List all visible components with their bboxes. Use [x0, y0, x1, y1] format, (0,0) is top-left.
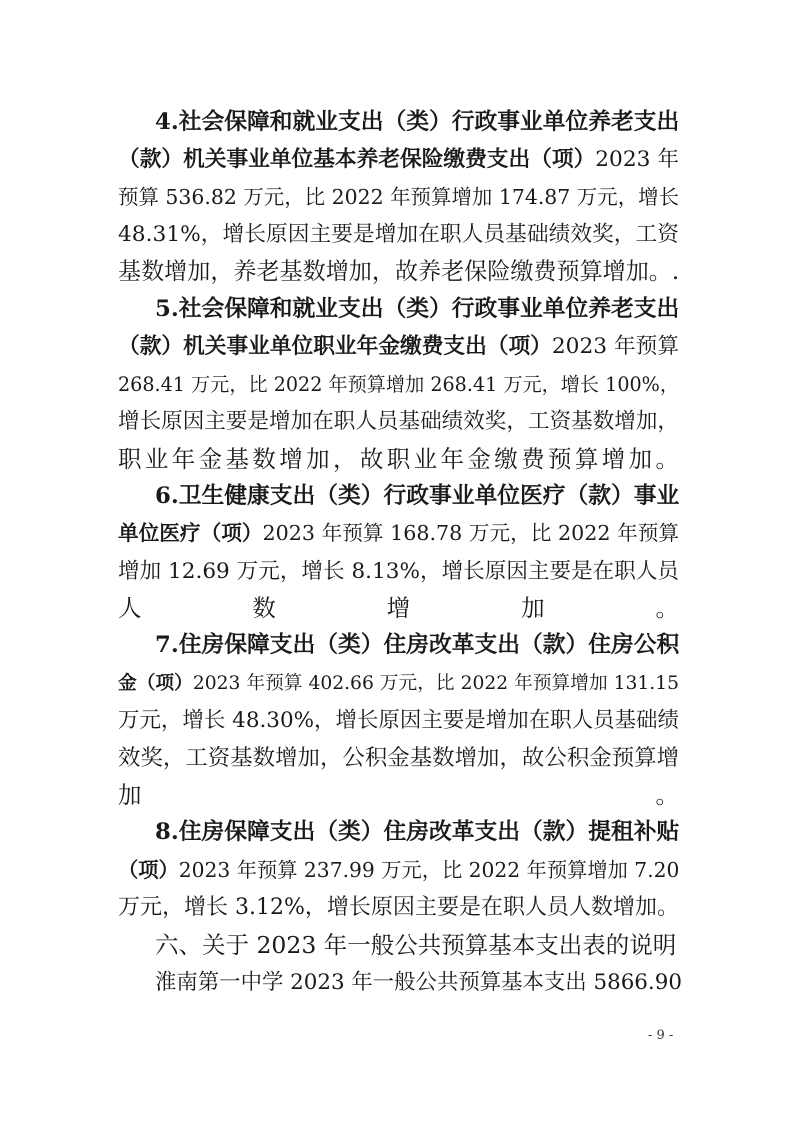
- text-line: [118, 403, 679, 440]
- text-line: [118, 104, 679, 141]
- paragraph: [118, 964, 682, 1001]
- bold-text: 金（项）: [118, 671, 193, 694]
- body-text: 268.41 万元，比 2022 年预算增加 268.41 万元，增长 100%，: [118, 372, 679, 396]
- page-number: - 9 -: [648, 1028, 674, 1043]
- body-text: 万元，增长 48.30%，增长原因主要是增加在职人员基础绩: [118, 708, 679, 734]
- paragraph: [118, 104, 679, 291]
- bold-text: （款）机关事业单位职业年金缴费支出（项）: [118, 334, 552, 360]
- body-text: 六、关于 2023 年一般公共预算基本支出表的说明: [155, 930, 677, 959]
- bold-text: 8.住房保障支出（类）住房改革支出（款）提租补贴: [155, 819, 680, 846]
- bold-text: （款）机关事业单位基本养老保险缴费支出（项）: [118, 147, 596, 173]
- body-text: 万元，增长 3.12%，增长原因主要是在职人员人数增加。: [118, 895, 679, 921]
- body-text: 预算 536.82 万元，比 2022 年预算增加 174.87 万元，增长: [118, 184, 679, 209]
- paragraph: [118, 478, 679, 628]
- text-line: [118, 291, 679, 328]
- body-text: 2023 年预算: [551, 334, 679, 360]
- text-line: [118, 964, 682, 1001]
- body-text: 2023 年预算 237.99 万元，比 2022 年预算增加 7.20: [178, 857, 680, 882]
- body-text: 48.31%，增长原因主要是增加在职人员基础绩效奖，工资: [118, 222, 679, 248]
- paragraph: [118, 291, 679, 478]
- body-text: 2023 年: [595, 147, 680, 173]
- text-line: [118, 216, 679, 253]
- text-line: [118, 927, 679, 964]
- text-line: [118, 665, 679, 702]
- text-line: [118, 441, 679, 478]
- text-line: [118, 740, 679, 777]
- body-text: 2023 年预算 168.78 万元，比 2022 年预算: [262, 521, 679, 546]
- text-line: [118, 553, 679, 590]
- text-line: [118, 515, 679, 552]
- text-line: [118, 777, 679, 814]
- body-text: 淮南第一中学 2023 年一般公共预算基本支出 5866.90: [155, 969, 682, 995]
- body-text: 基数增加，养老基数增加，故养老保险缴费预算增加。.: [118, 258, 680, 285]
- bold-text: 单位医疗（项）: [118, 521, 263, 546]
- body-text: 人数增加。: [118, 594, 679, 623]
- text-line: [118, 254, 679, 291]
- text-line: [118, 478, 679, 515]
- body-text: 职业年金基数增加，故职业年金缴费预算增加。: [118, 444, 679, 473]
- text-line: [118, 814, 679, 851]
- body-text: 效奖，工资基数增加，公积金基数增加，故公积金预算增: [118, 744, 679, 771]
- bold-text: 5.社会保障和就业支出（类）行政事业单位养老支出: [155, 295, 680, 322]
- text-line: [118, 889, 679, 926]
- bold-text: （项）: [118, 857, 179, 882]
- text-line: [118, 590, 679, 627]
- bold-text: 7.住房保障支出（类）住房改革支出（款）住房公积: [155, 632, 680, 659]
- bold-text: 6.卫生健康支出（类）行政事业单位医疗（款）事业: [155, 482, 680, 509]
- paragraph: [118, 814, 679, 926]
- body-text: 增加 12.69 万元，增长 8.13%，增长原因主要是在职人员: [118, 558, 679, 584]
- text-line: [118, 366, 679, 403]
- text-line: [118, 627, 679, 664]
- paragraph: [118, 627, 679, 814]
- text-line: [118, 179, 679, 216]
- body-text: 加。: [118, 781, 679, 810]
- body-text: 增长原因主要是增加在职人员基础绩效奖，工资基数增加，: [118, 409, 679, 435]
- text-line: [118, 852, 679, 889]
- text-line: [118, 141, 679, 178]
- text-line: [118, 328, 679, 365]
- body-text: 2023 年预算 402.66 万元，比 2022 年预算增加 131.15: [192, 672, 679, 694]
- text-line: [118, 702, 679, 739]
- bold-text: 4.社会保障和就业支出（类）行政事业单位养老支出: [155, 109, 680, 135]
- section-heading: [118, 927, 679, 964]
- document-body: [118, 104, 682, 1001]
